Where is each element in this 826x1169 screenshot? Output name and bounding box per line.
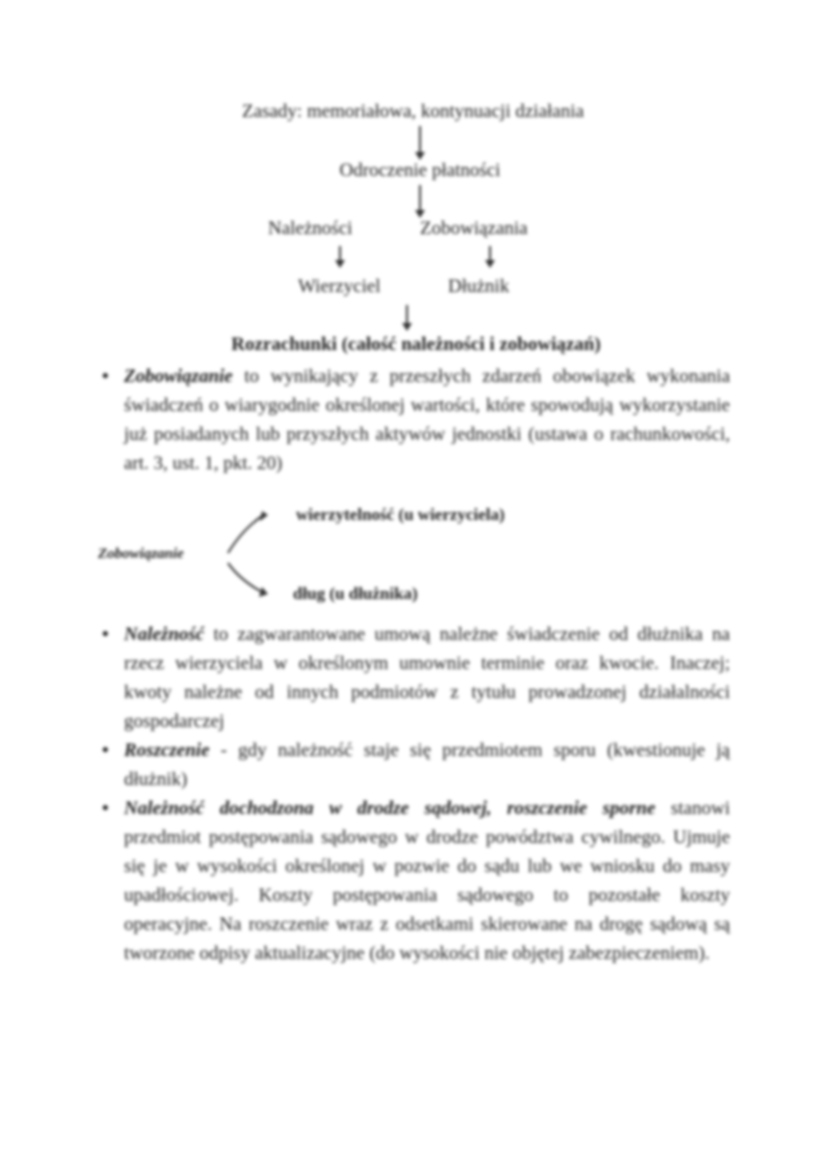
bullet-icon: • xyxy=(102,366,109,387)
bullet-text: to wynikający z przeszłych zdarzeń obowiązek wykonania świadczeń o wiarygodnie określonej wartości, które spowodują wykorzystanie już posiadanych lub przyszłych aktywów jednostki (ustawa o rachunkowości, art. 3, ust. 1, pkt. 20) xyxy=(124,366,730,474)
deferral-label: Odroczenie płatności xyxy=(339,160,501,181)
principles-label: Zasady: memoriałowa, kontynuacji działania xyxy=(242,101,584,122)
bullet-claim-definition xyxy=(100,736,730,794)
bullet-term: Należność dochodzona w drodze sądowej, roszczenie sporne xyxy=(124,798,656,819)
bullet-text: stanowi przedmiot postępowania sądowego w drodze powództwa cywilnego. Ujmuje się je w wysokości określonej w pozwie do sądu lub we wniosku do masy upadłościowej. Koszty postępowania sądowego to pozostałe koszty operacyjne. Na roszczenie wraz z odsetkami skierowane na drogę sądową są tworzone odpisy aktualizacyjne (do wysokości nie objętej zabezpieczeniem). xyxy=(124,798,730,964)
bullet-icon: • xyxy=(102,624,109,645)
bullet-icon: • xyxy=(102,740,109,761)
settlements-title: Rozrachunki (całość należności i zobowiązań) xyxy=(231,334,601,355)
bullet-term: Roszczenie xyxy=(124,740,210,761)
bullet-icon: • xyxy=(102,798,109,819)
claim-label: wierzytelność (u wierzyciela) xyxy=(296,505,505,524)
bullet-text: to zagwarantowane umową należne świadczenie od dłużnika na rzecz wierzyciela w określonym umownie terminie oraz kwocie. Inaczej; kwoty należne od innych podmiotów z tytułu prowadzonej działalności gospodarczej xyxy=(124,624,730,732)
bullet-disputed-claim xyxy=(100,794,730,968)
debt-label: dług (u dłużnika) xyxy=(293,584,418,603)
bullet-receivable-definition xyxy=(100,620,730,736)
liabilities-label: Zobowiązania xyxy=(420,218,528,239)
liability-root-label: Zobowiązanie xyxy=(98,546,184,562)
bullet-term: Zobowiązanie xyxy=(124,366,233,387)
debtor-label: Dłużnik xyxy=(448,276,510,297)
receivables-label: Należności xyxy=(268,218,353,239)
bullet-term: Należność xyxy=(124,624,205,645)
creditor-label: Wierzyciel xyxy=(298,276,381,297)
bullet-text: - gdy należność staje się przedmiotem sporu (kwestionuje ją dłużnik) xyxy=(124,740,730,790)
